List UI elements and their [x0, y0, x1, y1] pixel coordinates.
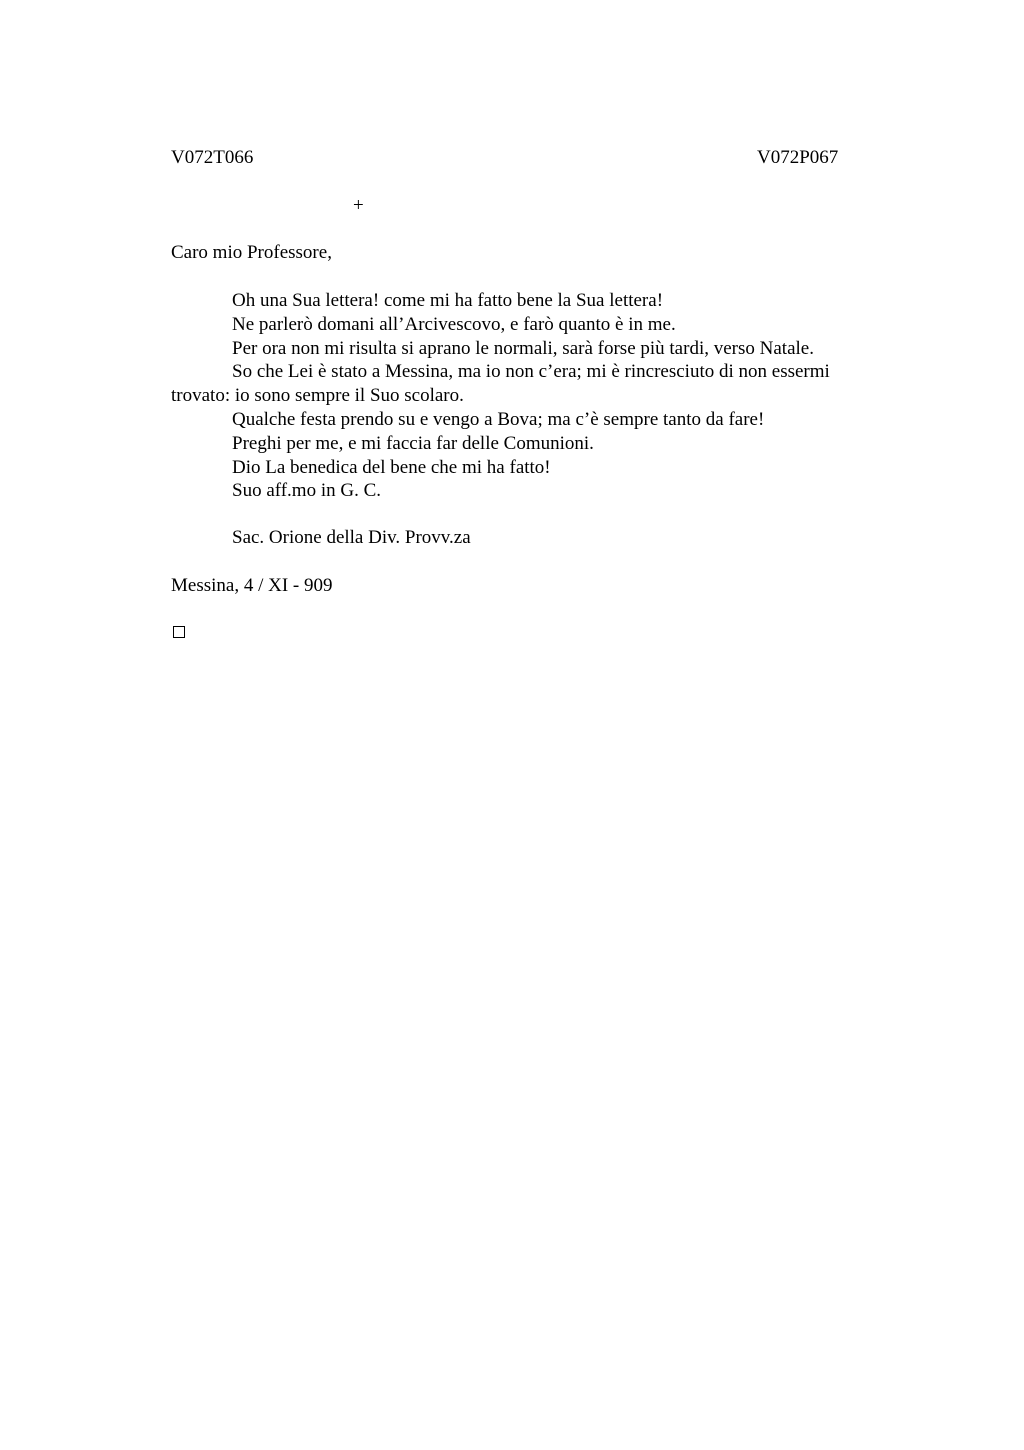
- letter-body: [171, 289, 891, 503]
- dateline: Messina, 4 / XI - 909: [171, 575, 333, 596]
- letter-paragraph: Qualche festa prendo su e vengo a Bova; ma c’è sempre tanto da fare!: [232, 408, 765, 430]
- cross-mark: +: [353, 195, 364, 216]
- letter-paragraph: Dio La benedica del bene che mi ha fatto!: [232, 456, 551, 478]
- salutation: Caro mio Professore,: [171, 242, 332, 263]
- document-code-right: V072P067: [757, 147, 839, 168]
- letter-paragraph: Ne parlerò domani all’Arcivescovo, e farò quanto è in me.: [232, 313, 676, 335]
- signature: Sac. Orione della Div. Provv.za: [232, 527, 471, 548]
- letter-paragraph: Oh una Sua lettera! come mi ha fatto bene la Sua lettera!: [232, 290, 664, 311]
- empty-square-icon: [173, 626, 185, 638]
- document-code-left: V072T066: [171, 147, 254, 168]
- letter-paragraph: Preghi per me, e mi faccia far delle Comunioni.: [232, 432, 594, 454]
- letter-paragraph: Per ora non mi risulta si aprano le normali, sarà forse più tardi, verso Natale.: [232, 337, 814, 359]
- letter-paragraph: Suo aff.mo in G. C.: [232, 480, 382, 502]
- letter-paragraph: So che Lei è stato a Messina, ma io non c’era; mi è rincresciuto di non essermi trovato: io sono sempre il Suo scolaro.: [171, 361, 830, 407]
